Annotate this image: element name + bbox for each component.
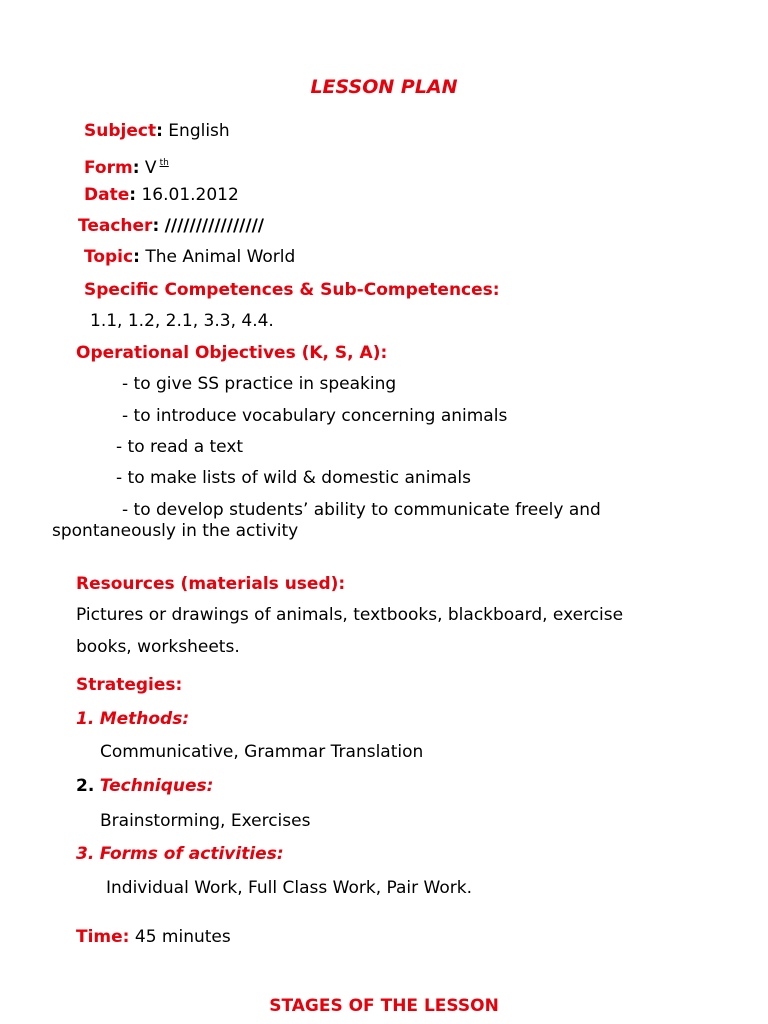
objective-item: - to read a text [116,437,244,457]
time-value: 45 minutes [134,927,231,947]
objective-item-continuation: spontaneously in the activity [52,521,299,541]
time-row [76,927,231,947]
teacher-row: Teacher: //////////////// [78,216,264,236]
objectives-heading: Operational Objectives (K, S, A): [76,343,388,363]
date-label: Date [84,185,130,205]
subject-value: English [168,121,230,141]
methods-label: Methods: [99,709,190,729]
forms-number: 3. [76,844,95,864]
competences-value: 1.1, 1.2, 2.1, 3.3, 4.4. [90,311,274,331]
methods-value: Communicative, Grammar Translation [100,742,424,762]
techniques-value: Brainstorming, Exercises [100,811,311,831]
resources-line-2: books, worksheets. [76,637,240,657]
form-row: Form: V $^{th}$ [84,158,169,178]
date-row: Date: 16.01.2012 [84,185,239,205]
page-title: LESSON PLAN [310,76,458,98]
subject-row: Subject: English [84,121,230,141]
forms-heading [76,844,284,864]
objective-item: - to give SS practice in speaking [122,374,397,394]
methods-number: 1. [76,709,95,729]
resources-heading: Resources (materials used): [76,574,346,594]
techniques-heading [76,776,213,796]
objective-item: - to introduce vocabulary concerning animals [122,406,508,426]
date-value: 16.01.2012 [141,185,239,205]
resources-line-1: Pictures or drawings of animals, textbooks, blackboard, exercise [76,605,624,625]
teacher-value: //////////////// [164,216,264,236]
topic-row: Topic: The Animal World [84,247,296,267]
subject-label: Subject [84,121,157,141]
teacher-label: Teacher [78,216,153,236]
techniques-number: 2. [76,776,95,796]
techniques-label: Techniques: [99,776,214,796]
methods-heading [76,709,189,729]
competences-heading: Specific Competences & Sub-Competences: [84,280,500,300]
form-suffix: th [159,158,169,168]
stages-heading: STAGES OF THE LESSON [269,996,499,1016]
form-label: Form [84,158,133,178]
topic-label: Topic [84,247,134,267]
time-label: Time: [76,927,130,947]
form-value: V [144,158,157,178]
forms-label: Forms of activities: [99,844,284,864]
objective-item: - to make lists of wild & domestic animals [116,468,471,488]
strategies-heading: Strategies: [76,675,183,695]
objective-item: - to develop students’ ability to communicate freely and [122,500,601,520]
topic-value: The Animal World [145,247,296,267]
forms-value: Individual Work, Full Class Work, Pair Work. [106,878,472,898]
